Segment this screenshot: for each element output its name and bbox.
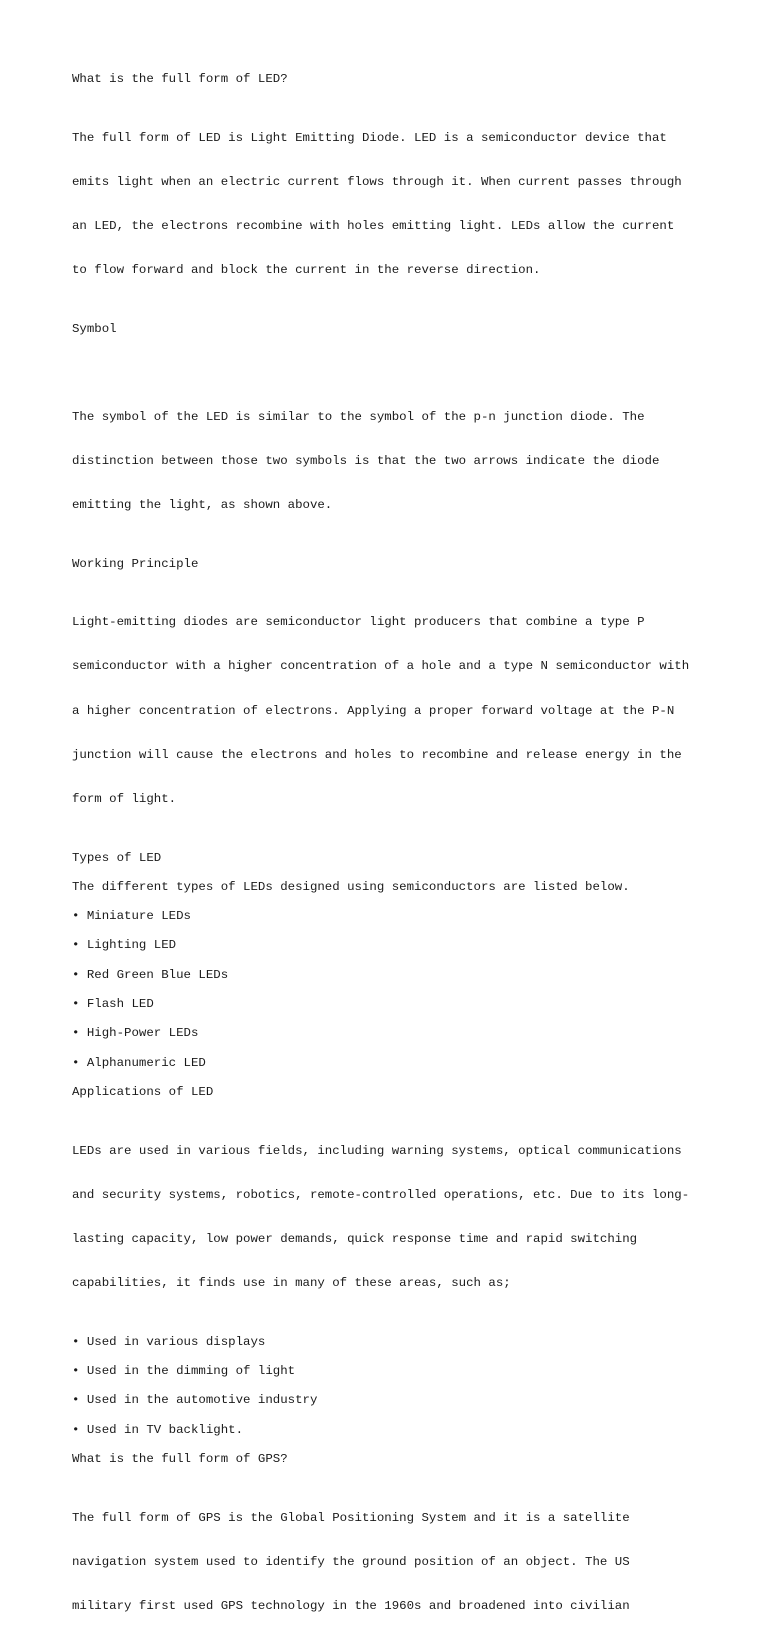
paragraph-line: a higher concentration of electrons. Applying a proper forward voltage at the P-N — [72, 703, 675, 718]
paragraph-line: an LED, the electrons recombine with holes emitting light. LEDs allow the current — [72, 218, 675, 233]
list-item: • Used in various displays — [72, 1334, 266, 1349]
gps-question-heading: What is the full form of GPS? — [72, 1451, 288, 1466]
led-answer-paragraph — [72, 101, 712, 307]
symbol-paragraph — [72, 380, 712, 542]
list-item: • Alphanumeric LED — [72, 1055, 206, 1070]
paragraph-line: junction will cause the electrons and holes to recombine and release energy in the — [72, 747, 682, 762]
working-principle-paragraph — [72, 586, 712, 836]
working-principle-heading: Working Principle — [72, 556, 199, 571]
list-item: • Flash LED — [72, 996, 154, 1011]
list-item: • Used in TV backlight. — [72, 1422, 244, 1437]
paragraph-line: and security systems, robotics, remote-controlled operations, etc. Due to its long- — [72, 1187, 690, 1202]
paragraph-line: military first used GPS technology in the 1960s and broadened into civilian — [72, 1598, 630, 1613]
paragraph-line: The full form of LED is Light Emitting Diode. LED is a semiconductor device that — [72, 130, 667, 145]
gps-answer-paragraph — [72, 1481, 712, 1643]
applications-paragraph — [72, 1114, 712, 1320]
paragraph-line: The full form of GPS is the Global Positioning System and it is a satellite — [72, 1510, 630, 1525]
list-item: • High-Power LEDs — [72, 1026, 199, 1041]
list-item: • Red Green Blue LEDs — [72, 967, 229, 982]
list-item: • Miniature LEDs — [72, 909, 191, 924]
types-heading: Types of LED — [72, 850, 162, 865]
applications-heading: Applications of LED — [72, 1084, 214, 1099]
types-intro: The different types of LEDs designed using semiconductors are listed below. — [72, 879, 630, 894]
symbol-heading: Symbol — [72, 321, 117, 336]
paragraph-line: distinction between those two symbols is that the two arrows indicate the diode — [72, 453, 660, 468]
paragraph-line: LEDs are used in various fields, including warning systems, optical communications — [72, 1143, 682, 1158]
paragraph-line: Light-emitting diodes are semiconductor light producers that combine a type P — [72, 615, 645, 630]
paragraph-line: emits light when an electric current flows through it. When current passes through — [72, 174, 682, 189]
list-item: • Used in the automotive industry — [72, 1393, 318, 1408]
led-question-heading: What is the full form of LED? — [72, 72, 288, 86]
paragraph-line: emitting the light, as shown above. — [72, 497, 333, 512]
paragraph-line: to flow forward and block the current in the reverse direction. — [72, 263, 541, 278]
paragraph-line: capabilities, it finds use in many of these areas, such as; — [72, 1275, 511, 1290]
paragraph-line: form of light. — [72, 791, 177, 806]
list-item: • Lighting LED — [72, 938, 177, 953]
list-item: • Used in the dimming of light — [72, 1363, 296, 1378]
paragraph-line: lasting capacity, low power demands, quick response time and rapid switching — [72, 1231, 638, 1246]
document-page — [72, 72, 712, 1643]
paragraph-line: semiconductor with a higher concentration of a hole and a type N semiconductor with — [72, 659, 690, 674]
paragraph-line: navigation system used to identify the ground position of an object. The US — [72, 1554, 630, 1569]
paragraph-line: The symbol of the LED is similar to the symbol of the p-n junction diode. The — [72, 409, 645, 424]
